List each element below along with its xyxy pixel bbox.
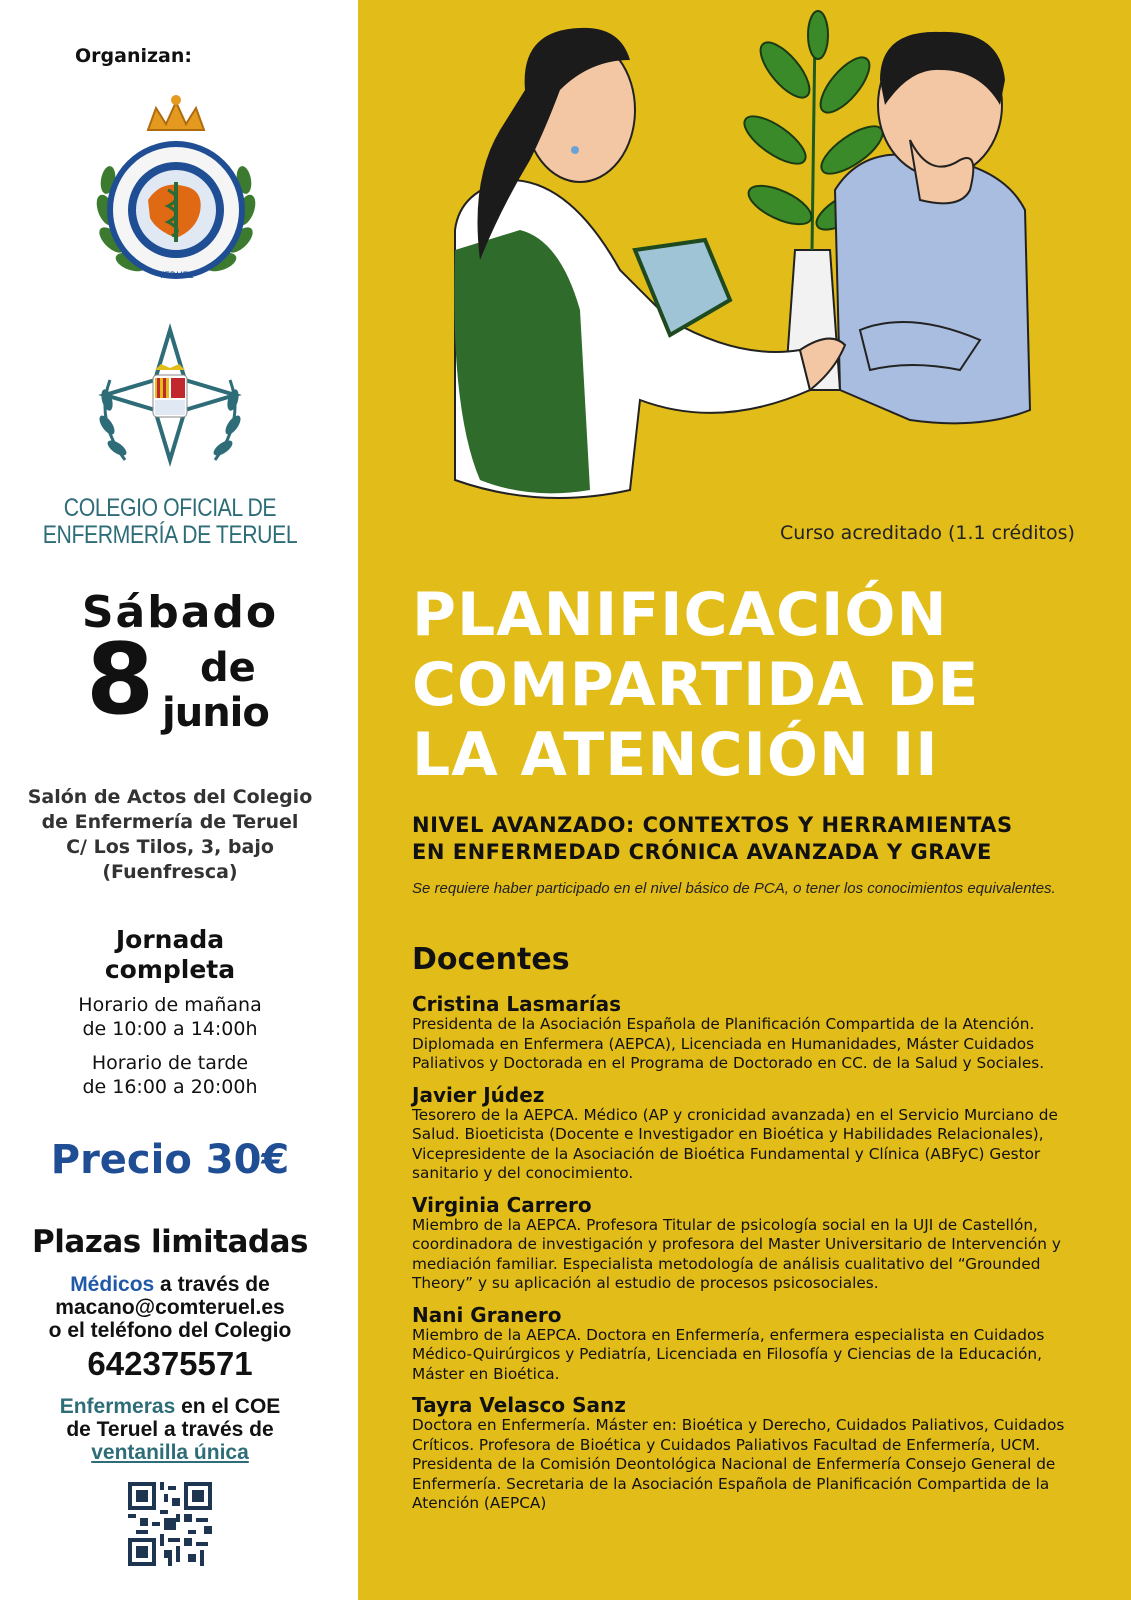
docentes-heading: Docentes (412, 942, 570, 977)
schedule-heading (0, 925, 340, 985)
limited-places: Plazas limitadas (32, 1224, 308, 1260)
venue-address (0, 785, 340, 885)
nurses-via: en el COE (175, 1395, 281, 1418)
ventanilla-unica-link[interactable]: ventanilla única (91, 1441, 249, 1464)
venue-line: (Fuenfresca) (102, 861, 238, 883)
venue-line: C/ Los Tilos, 3, bajo (66, 836, 274, 858)
event-date-de: de (200, 645, 256, 691)
doctor-patient-illustration (440, 10, 1060, 520)
docente-bio: Presidenta de la Asociación Española de Planificación Compartida de la Atención. Diplomada en Enfermera (AEPCA), Licenciada en Humanidades, Máster Cuidados Paliativos y Doctorada en el Programa de Doctorado en CC. de la Salud y Sociales. (412, 1015, 1045, 1072)
docente-bio: Doctora en Enfermería. Máster en: Bioética y Derecho, Cuidados Paliativos, Cuidados Críticos. Profesora de Bioética y Cuidados Paliativos Facultad de Enfermería, UCM. Presidenta de la Comisión Deontológica Nacional de Enfermería Consejo General de Enfermería. Secretaria de la Asociación Española de Planificación Compartida de la Atención (AEPCA) (412, 1416, 1065, 1512)
nursing-college-name-line1: COLEGIO OFICIAL DE (63, 494, 277, 522)
nursing-college-name (26, 495, 315, 549)
afternoon-label: Horario de tarde (91, 1052, 249, 1074)
phone-intro: o el teléfono del Colegio (48, 1319, 292, 1342)
docente-entry (412, 1304, 1102, 1385)
nurses-registration (0, 1395, 340, 1464)
event-weekday: Sábado (81, 587, 279, 638)
course-title (412, 580, 979, 790)
morning-label: Horario de mañana (78, 994, 262, 1016)
contact-email[interactable]: macano@comteruel.es (55, 1296, 285, 1319)
event-month: junio (162, 690, 269, 736)
afternoon-schedule (0, 1051, 340, 1099)
nursing-college-logo (85, 320, 255, 490)
svg-text:TERUEL: TERUEL (158, 271, 194, 281)
docente-bio: Miembro de la AEPCA. Profesora Titular de psicología social en la UJI de Castellón, coordinadora de investigación y profesora del Master Universitario de Intervención y mediación familiar. Especialista metodología de análisis cualitativo del “Grounded Theory” y su aplicación al estudio de procesos psicosociales. (412, 1215, 1061, 1292)
schedule-heading-line: Jornada (115, 925, 225, 954)
docente-bio: Miembro de la AEPCA. Doctora en Enfermería, enfermera especialista en Cuidados Médico-Quirúrgicos y Pediatría, Licenciada en Filosofía y Ciencias de la Educación, Máster en Bioética. (412, 1325, 1045, 1383)
schedule-heading-line: completa (104, 955, 236, 984)
docente-bio: Tesorero de la AEPCA. Médico (AP y cronicidad avanzada) en el Servicio Murciano de Salud. Bioeticista (Docente e Investigador en Bioética y Habilidades Relacionales), Vicepresidente de la Asociación de Bioética Fundamental y Clínica (ABFyC) Gestor sanitario y del conocimiento. (412, 1105, 1058, 1182)
medical-college-seal-logo (76, 90, 276, 290)
morning-time: de 10:00 a 14:00h (82, 1018, 258, 1040)
schedule-hours (0, 993, 340, 1109)
docente-name: Nani Granero (412, 1302, 562, 1327)
course-subtitle-line: EN ENFERMEDAD CRÓNICA AVANZADA Y GRAVE (412, 840, 992, 864)
docente-entry (412, 993, 1102, 1074)
docentes-list (412, 993, 1102, 1524)
venue-line: Salón de Actos del Colegio (27, 786, 313, 808)
docente-entry (412, 1394, 1102, 1514)
afternoon-time: de 16:00 a 20:00h (82, 1076, 258, 1098)
course-subtitle-line: NIVEL AVANZADO: CONTEXTOS Y HERRAMIENTAS (412, 813, 1013, 837)
morning-schedule (0, 993, 340, 1041)
docente-name: Cristina Lasmarías (412, 992, 622, 1016)
docente-entry (412, 1194, 1102, 1294)
course-subtitle (412, 812, 1013, 866)
qr-code[interactable] (128, 1482, 212, 1566)
course-title-line: LA ATENCIÓN II (412, 720, 939, 790)
venue-line: de Enfermería de Teruel (41, 811, 299, 833)
event-day-number: 8 (86, 623, 155, 737)
docente-name: Virginia Carrero (412, 1192, 592, 1217)
doctors-registration (0, 1273, 340, 1386)
accreditation-note: Curso acreditado (1.1 créditos) (780, 522, 1075, 544)
doctors-label: Médicos (70, 1273, 155, 1296)
course-requirement: Se requiere haber participado en el nivel básico de PCA, o tener los conocimientos equivalentes. (412, 880, 1056, 897)
docente-entry (412, 1084, 1102, 1184)
contact-phone[interactable]: 642375571 (87, 1345, 253, 1382)
price: Precio 30€ (50, 1137, 290, 1183)
organizers-label: Organizan: (75, 45, 192, 67)
course-title-line: COMPARTIDA DE (412, 650, 980, 720)
nurses-label: Enfermeras (59, 1395, 176, 1418)
nursing-college-name-line2: ENFERMERÍA DE TERUEL (42, 521, 298, 549)
docente-name: Tayra Velasco Sanz (412, 1393, 626, 1417)
docente-name: Javier Júdez (412, 1082, 545, 1107)
course-title-line: PLANIFICACIÓN (412, 580, 948, 650)
doctors-via: a través de (154, 1273, 270, 1296)
nurses-via-line2: de Teruel a través de (66, 1418, 274, 1441)
left-panel (0, 0, 358, 1600)
